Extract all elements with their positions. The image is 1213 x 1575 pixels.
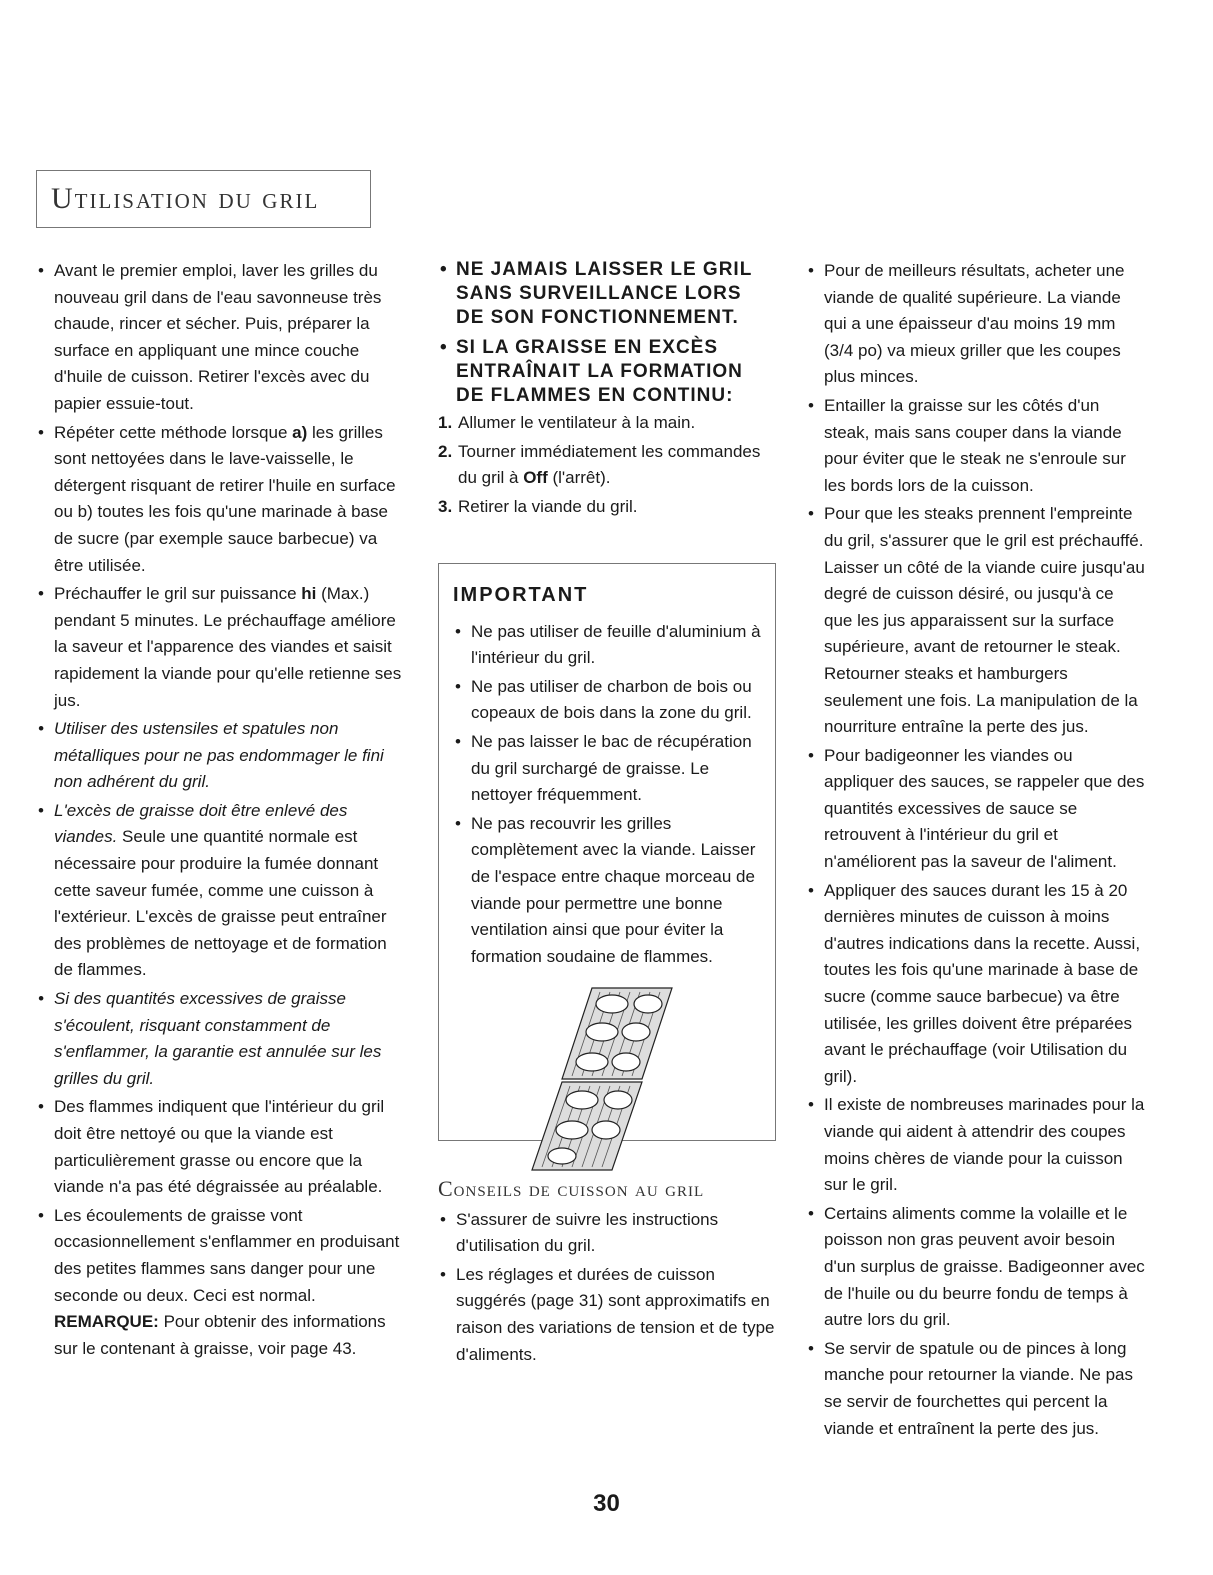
list-item: • Utiliser des ustensiles et spatules non métalliques pour ne pas endommager le fini non adhérent du gril. [36,716,402,796]
list-item: • Ne pas laisser le bac de récupération du gril surchargé de graisse. Le nettoyer fréquemment. [453,729,761,809]
page-number: 30 [593,1490,620,1517]
important-title: IMPORTANT [453,584,589,606]
step-item: 3. Retirer la viande du gril. [438,496,638,516]
list-item: • Certains aliments comme la volaille et le poisson non gras peuvent avoir besoin d'un surplus de graisse. Badigeonner avec de l'huile ou du beurre fondu de temps à autre lors du gril. [806,1201,1146,1334]
list-item: • Si des quantités excessives de graisse s'écoulent, risquant constamment de s'enflammer, la garantie est annulée sur les grilles du gril. [36,986,402,1092]
column-middle [438,258,776,522]
page-title: Utilisation du gril [36,170,371,228]
warning-flames: • SI LA GRAISSE EN EXCÈS ENTRAÎNAIT LA FORMATION DE FLAMMES EN CONTINU: [438,336,776,408]
list-item: • Ne pas utiliser de feuille d'aluminium à l'intérieur du gril. [453,619,761,672]
list-item: • Avant le premier emploi, laver les grilles du nouveau gril dans de l'eau savonneuse très chaude, rincer et sécher. Puis, préparer la surface en appliquant une mince couche d'huile de cuisson. Retirer l'excès avec du papier essuie-tout. [36,258,402,418]
list-item: • Appliquer des sauces durant les 15 à 20 dernières minutes de cuisson à moins d'autres indications dans la recette. Aussi, toutes les fois qu'une marinade à base de sucre (comme sauce barbecue) va être utilisée, les grilles doivent être préparées avant le préchauffage (voir Utilisation du gril). [806,878,1146,1091]
list-item: • Préchauffer le gril sur puissance hi (Max.) pendant 5 minutes. Le préchauffage améliore la saveur et l'apparence des viandes et saisit rapidement la viande pour qu'elle retienne ses jus. [36,581,402,714]
list-item: • Pour que les steaks prennent l'empreinte du gril, s'assurer que le gril est préchauffé. Laisser un côté de la viande cuire jusqu'au degré de cuisson désiré, ou jusqu'à ce que les jus apparaissent sur la surface supérieure, avant de retourner le steak. Retourner steaks et hamburgers seulement une fois. La manipulation de la nourriture entraîne la perte des jus. [806,501,1146,740]
step-item: 1. Allumer le ventilateur à la main. [438,413,696,432]
list-item: • Pour badigeonner les viandes ou appliquer des sauces, se rappeler que des quantités excessives de sauce se retrouvent à l'intérieur du gril et n'améliorent pas la saveur de l'aliment. [806,743,1146,876]
list-item: • Entailler la graisse sur les côtés d'un steak, mais sans couper dans la viande pour éviter que le steak ne s'enroule sur les bords lors de la cuisson. [806,393,1146,499]
list-item: • Les réglages et durées de cuisson suggérés (page 31) sont approximatifs en raison des variations de tension et de type d'aliments. [438,1262,778,1368]
column-left [36,258,402,1364]
grill-illustration [522,984,692,1174]
list-item: • Les écoulements de graisse vont occasionnellement s'enflammer en produisant des petites flammes sans danger pour une seconde ou deux. Ceci est normal. REMARQUE: Pour obtenir des informations sur le contenant à graisse, voir page 43. [36,1203,402,1363]
list-item: • Pour de meilleurs résultats, acheter une viande de qualité supérieure. La viande qui a une épaisseur d'au moins 19 mm (3/4 po) va mieux griller que les coupes plus minces. [806,258,1146,391]
step-item: 2. Tourner immédiatement les commandes du gril à Off (l'arrêt). [438,441,761,488]
conseils-section [438,1176,778,1370]
list-item: • Ne pas recouvrir les grilles complètement avec la viande. Laisser de l'espace entre chaque morceau de viande pour permettre une bonne ventilation ainsi que pour éviter la formation soudaine de flammes. [453,811,761,971]
important-box [438,563,776,1141]
warning-unattended: • NE JAMAIS LAISSER LE GRIL SANS SURVEILLANCE LORS DE SON FONCTIONNEMENT. [438,258,776,330]
list-item: • Se servir de spatule ou de pinces à long manche pour retourner la viande. Ne pas se servir de fourchettes qui percent la viande et entraînent la perte des jus. [806,1336,1146,1442]
list-item: • Il existe de nombreuses marinades pour la viande qui aident à attendrir des coupes moins chères de viande pour la cuisson sur le gril. [806,1092,1146,1198]
list-item: • S'assurer de suivre les instructions d'utilisation du gril. [438,1207,778,1260]
list-item: • Des flammes indiquent que l'intérieur du gril doit être nettoyé ou que la viande est particulièrement grasse ou encore que la viande n'a pas été dégraissée au préalable. [36,1094,402,1200]
list-item: • L'excès de graisse doit être enlevé des viandes. Seule une quantité normale est nécessaire pour produire la fumée donnant cette saveur fumée, comme une cuisson à l'extérieur. L'excès de graisse peut entraîner des problèmes de nettoyage et de formation de flammes. [36,798,402,984]
list-item: • Répéter cette méthode lorsque a) les grilles sont nettoyées dans le lave-vaisselle, le détergent risquant de retirer l'huile en surface ou b) toutes les fois qu'une marinade à base de sucre (par exemple sauce barbecue) va être utilisée. [36,420,402,580]
section-title: Conseils de cuisson au gril [438,1176,705,1201]
column-right [806,258,1146,1444]
list-item: • Ne pas utiliser de charbon de bois ou copeaux de bois dans la zone du gril. [453,674,761,727]
